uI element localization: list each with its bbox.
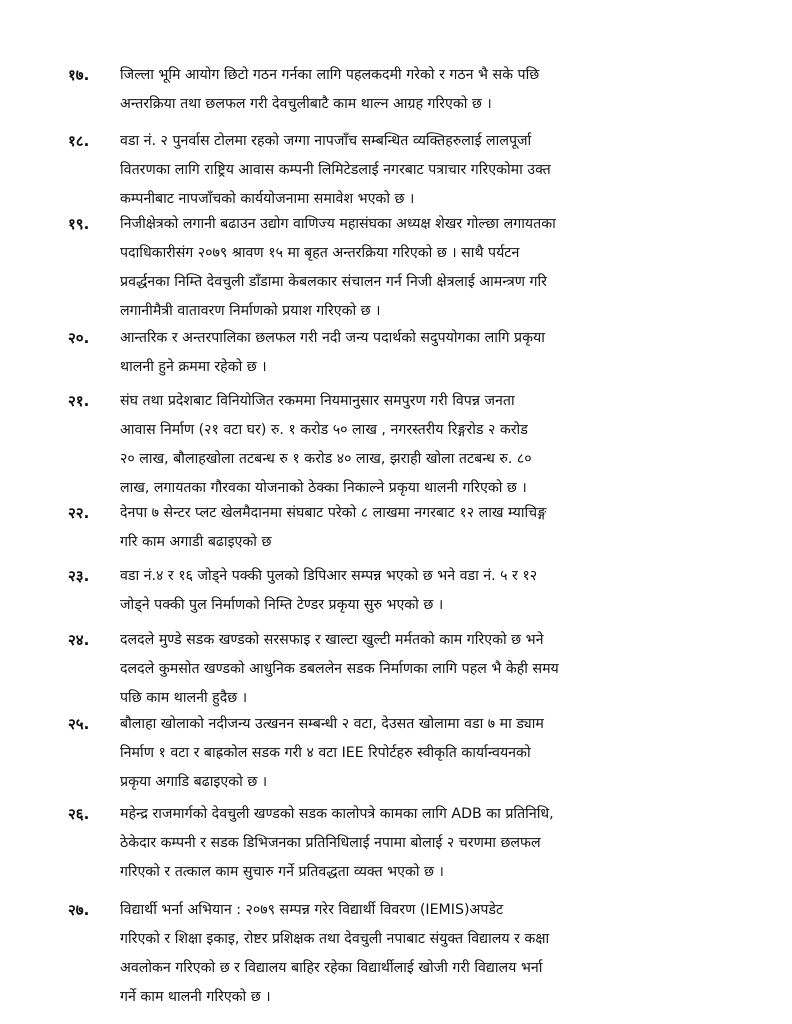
text-line: निर्माण १ वटा र बाह्रकोल सडक गरी ४ वटा IEE रिपोर्टहरु स्वीकृति कार्यान्वयनको xyxy=(120,745,531,761)
text-line: वितरणका लागि राष्ट्रिय आवास कम्पनी लिमिटेडलाई नगरबाट पत्राचार गरिएकोमा उक्त xyxy=(120,162,551,178)
item-number: २३. xyxy=(68,567,90,585)
text-line: बौलाहा खोलाको नदीजन्य उत्खनन सम्बन्धी २ वटा, देउसत खोलामा वडा ७ मा ड्याम xyxy=(120,716,544,732)
text-line: महेन्द्र राजमार्गको देवचुली खण्डको सडक कालोपत्रे कामका लागि ADB का प्रतिनिधि, xyxy=(120,806,554,822)
text-line: देनपा ७ सेन्टर प्लट खेलमैदानमा संघबाट परेको ८ लाखमा नगरबाट १२ लाख म्याचिङ्ग xyxy=(120,505,547,521)
text-line: पछि काम थालनी हुदैछ । xyxy=(120,690,248,706)
text-line: आवास निर्माण (२१ वटा घर) रु. १ करोड ५० लाख , नगरस्तरीय रिङ्गरोड २ करोड xyxy=(120,422,528,438)
item-number: १९. xyxy=(68,215,90,233)
item-text xyxy=(120,710,718,797)
text-line: वडा नं.४ र १६ जोड्ने पक्की पुलको डिपिआर सम्पन्न भएको छ भने वडा नं. ५ र १२ xyxy=(120,568,538,584)
text-line: प्रकृया अगाडि बढाइएको छ । xyxy=(120,774,268,790)
item-text xyxy=(120,61,718,119)
item-text xyxy=(120,387,718,503)
item-text xyxy=(120,127,718,214)
text-line: आन्तरिक र अन्तरपालिका छलफल गरी नदी जन्य पदार्थको सदुपयोगका लागि प्रकृया xyxy=(120,330,545,346)
text-line: दलदले मुण्डे सडक खण्डको सरसफाइ र खाल्टा खुल्टी मर्मतको काम गरिएको छ भने xyxy=(120,632,544,648)
text-line: संघ तथा प्रदेशबाट विनियोजित रकममा नियमानुसार समपुरण गरी विपन्न जनता xyxy=(120,393,515,409)
item-number: २०. xyxy=(68,329,90,347)
text-line: जिल्ला भूमि आयोग छिटो गठन गर्नका लागि पहलकदमी गरेको र गठन भै सके पछि xyxy=(120,67,540,83)
item-text xyxy=(120,626,718,713)
text-line: अन्तरक्रिया तथा छलफल गरी देवचुलीबाटै काम थाल्न आग्रह गरिएको छ । xyxy=(120,96,492,112)
item-number: २५. xyxy=(68,715,90,733)
item-number: २७. xyxy=(68,901,90,919)
text-line: गरिएको र शिक्षा इकाइ, रोष्टर प्रशिक्षक तथा देवचुली नपाबाट संयुक्त विद्यालय र कक्षा xyxy=(120,931,550,947)
text-line: प्रवर्द्धनका निम्ति देवचुली डाँडामा केबलकार संचालन गर्न निजी क्षेत्रलाई आमन्त्रण गरि xyxy=(120,274,547,290)
item-number: २१. xyxy=(68,392,90,410)
text-line: थालनी हुने क्रममा रहेको छ । xyxy=(120,359,267,375)
text-line: अवलोकन गरिएको छ र विद्यालय बाहिर रहेका विद्यार्थीलाई खोजी गरी विद्यालय भर्ना xyxy=(120,960,543,976)
text-line: जोड्ने पक्की पुल निर्माणको निम्ति टेण्डर प्रकृया सुरु भएको छ । xyxy=(120,597,444,613)
text-line: निजीक्षेत्रको लगानी बढाउन उद्योग वाणिज्य महासंघका अध्यक्ष शेखर गोल्छा लगायतका xyxy=(120,216,556,232)
text-line: वडा नं. २ पुनर्वास टोलमा रहको जग्गा नापजाँच सम्बन्धित व्यक्तिहरुलाई लालपूर्जा xyxy=(120,133,532,149)
item-text xyxy=(120,896,718,1012)
item-text xyxy=(120,562,718,620)
text-line: विद्यार्थी भर्ना अभियान : २०७९ सम्पन्न गरेर विद्यार्थी विवरण (IEMIS)अपडेट xyxy=(120,902,504,918)
text-line: कम्पनीबाट नापजाँचको कार्ययोजनामा समावेश भएको छ । xyxy=(120,191,415,207)
text-line: पदाधिकारीसंग २०७९ श्रावण १५ मा बृहत अन्तरक्रिया गरिएको छ । साथै पर्यटन xyxy=(120,245,520,261)
text-line: ठेकेदार कम्पनी र सडक डिभिजनका प्रतिनिधिलाई नपामा बोलाई २ चरणमा छलफल xyxy=(120,835,541,851)
text-line: लगानीमैत्री वातावरण निर्माणको प्रयाश गरिएको छ । xyxy=(120,303,381,319)
item-text xyxy=(120,499,718,557)
item-number: १७. xyxy=(68,66,90,84)
item-number: २४. xyxy=(68,631,90,649)
item-number: १८. xyxy=(68,132,90,150)
text-line: लाख, लगायतका गौरवका योजनाको ठेक्का निकाल्ने प्रकृया थालनी गरिएको छ । xyxy=(120,480,527,496)
item-number: २२. xyxy=(68,504,90,522)
item-number: २६. xyxy=(68,805,90,823)
item-text xyxy=(120,210,718,326)
text-line: गरि काम अगाडी बढाइएको छ xyxy=(120,534,272,550)
item-text xyxy=(120,800,718,887)
text-line: गर्ने काम थालनी गरिएको छ । xyxy=(120,989,271,1005)
text-line: दलदले कुमसोत खण्डको आधुनिक डबललेन सडक निर्माणका लागि पहल भै केही समय xyxy=(120,661,559,677)
item-text xyxy=(120,324,718,382)
text-line: २० लाख, बौलाहखोला तटबन्ध रु १ करोड ४० लाख, झराही खोला तटबन्ध रु. ८० xyxy=(120,451,532,467)
text-line: गरिएको र तत्काल काम सुचारु गर्ने प्रतिवद्धता व्यक्त भएको छ । xyxy=(120,864,444,880)
